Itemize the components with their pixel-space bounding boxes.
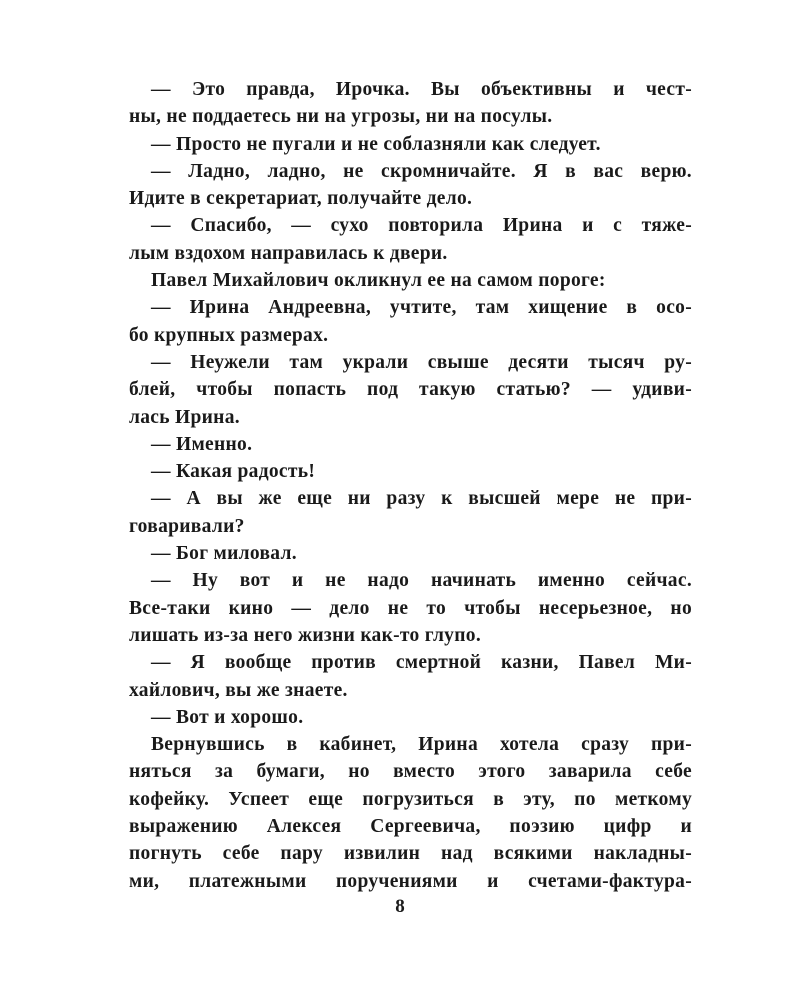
page-number: 8 — [395, 896, 405, 917]
text-line: кофейку. Успеет еще погрузиться в эту, по меткому — [129, 788, 692, 810]
text-line: — Именно. — [151, 433, 253, 455]
text-line: блей, чтобы попасть под такую статью? — удиви- — [129, 379, 692, 401]
text-line: — Ну вот и не надо начинать именно сейчас. — [151, 570, 692, 592]
text-line: — Ирина Андреевна, учтите, там хищение в осо- — [151, 297, 692, 319]
text-line: — Неужели там украли свыше десяти тысяч ру- — [151, 351, 692, 373]
text-line: Вернувшись в кабинет, Ирина хотела сразу при- — [151, 734, 692, 756]
text-line: — А вы же еще ни разу к высшей мере не при- — [151, 488, 692, 510]
text-line: лишать из-за него жизни как-то глупо. — [129, 624, 481, 646]
text-line: Все-таки кино — дело не то чтобы несерьезное, но — [129, 597, 692, 619]
text-line: ны, не поддаетесь ни на угрозы, ни на посулы. — [129, 106, 553, 128]
text-line: хайлович, вы же знаете. — [129, 679, 348, 701]
page-text — [129, 76, 692, 895]
text-line: — Спасибо, — сухо повторила Ирина и с тяже- — [151, 215, 692, 237]
text-line: — Бог миловал. — [151, 543, 297, 565]
text-line: — Это правда, Ирочка. Вы объективны и чест- — [151, 79, 692, 100]
text-line: погнуть себе пару извилин над всякими накладны- — [129, 843, 692, 865]
text-line: лась Ирина. — [129, 406, 240, 428]
text-line: — Вот и хорошо. — [151, 706, 304, 728]
text-line: выражению Алексея Сергеевича, поэзию цифр и — [129, 816, 692, 838]
text-line: — Я вообще против смертной казни, Павел Ми- — [151, 652, 692, 674]
text-line: говаривали? — [129, 515, 245, 537]
text-line: бо крупных размерах. — [129, 324, 329, 346]
text-line: няться за бумаги, но вместо этого заварила себе — [129, 761, 692, 783]
text-line: ми, платежными поручениями и счетами-фактура- — [129, 870, 692, 892]
text-line: — Какая радость! — [151, 461, 316, 483]
text-line: лым вздохом направилась к двери. — [129, 242, 448, 264]
text-line: Идите в секретариат, получайте дело. — [129, 188, 473, 210]
text-line: — Просто не пугали и не соблазняли как следует. — [151, 133, 601, 155]
text-line: — Ладно, ладно, не скромничайте. Я в вас верю. — [151, 160, 692, 182]
text-line: Павел Михайлович окликнул ее на самом пороге: — [151, 270, 606, 292]
